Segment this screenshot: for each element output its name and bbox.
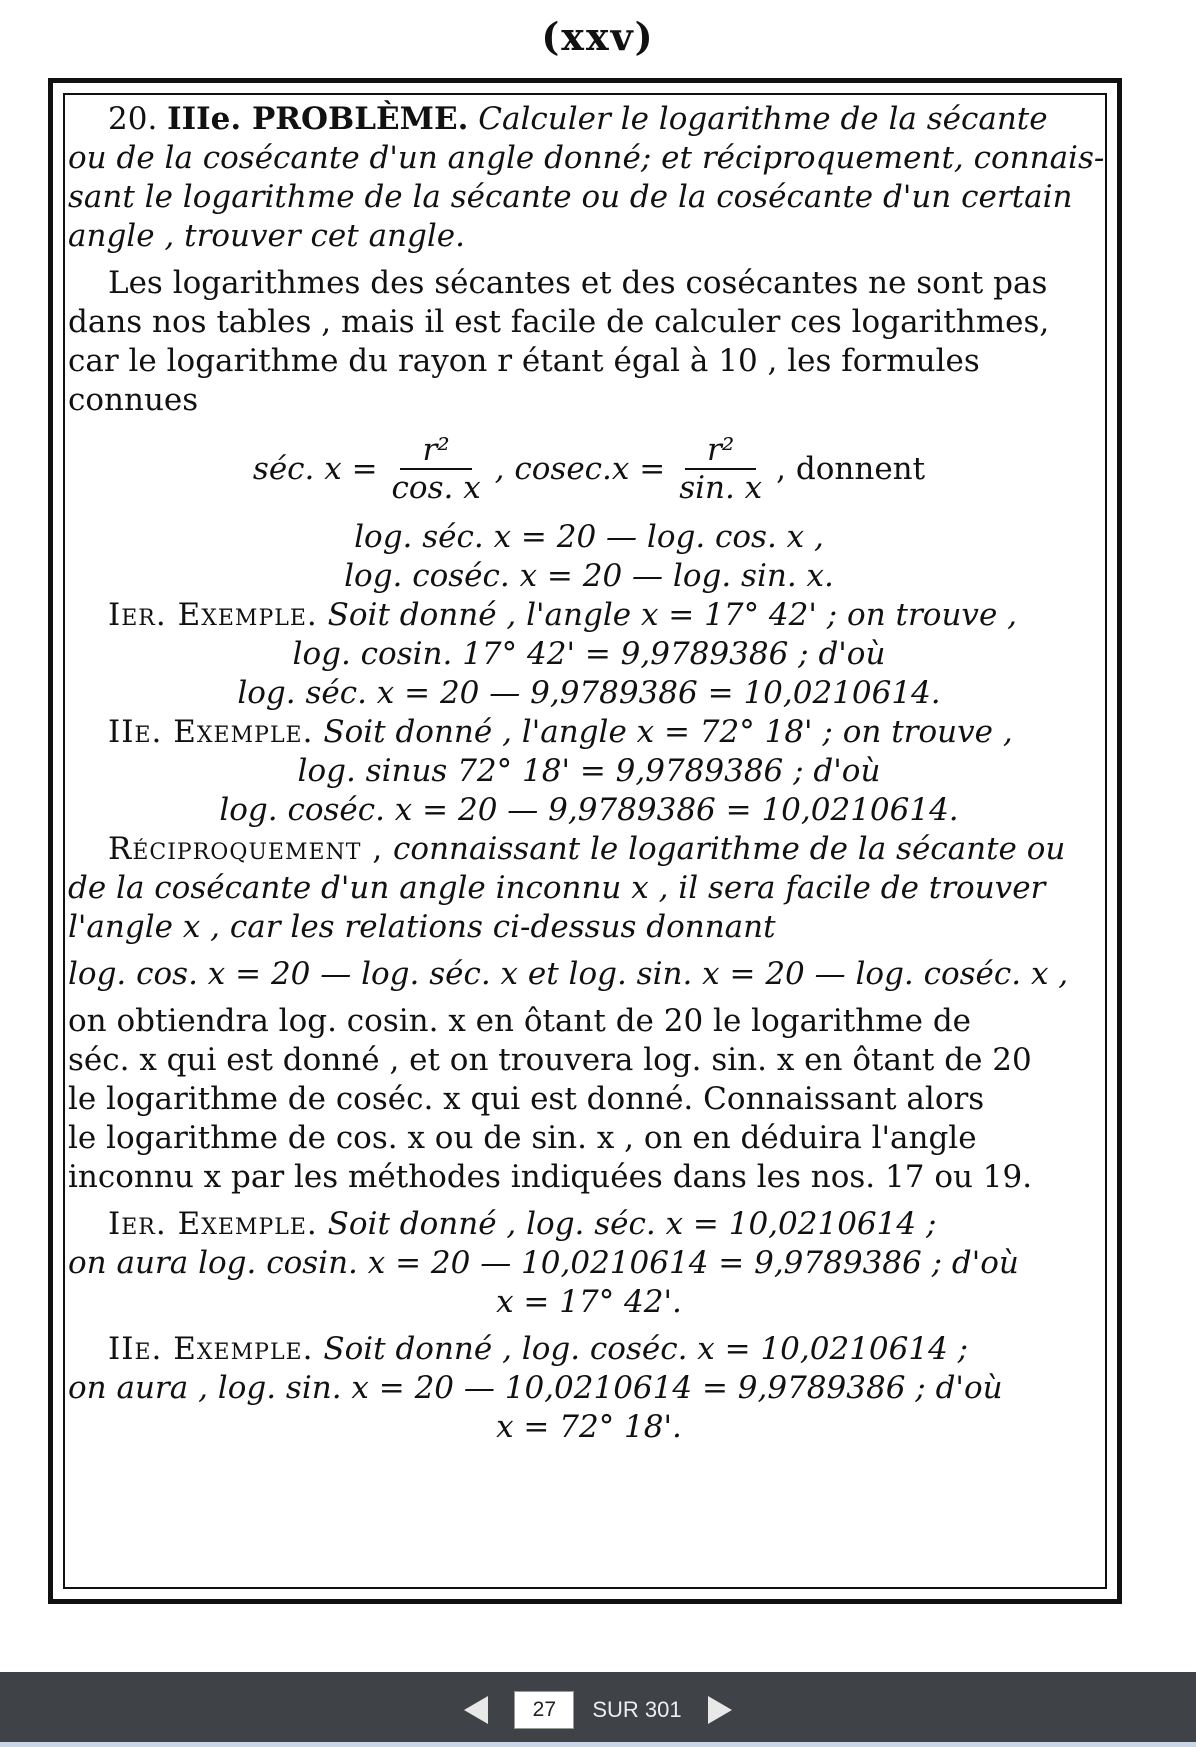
- example-4-text: Soit donné , log. coséc. x = 10,0210614 ;: [323, 1331, 969, 1367]
- example-3-heading: [68, 1205, 1110, 1244]
- example-1-line-1: log. cosin. 17° 42' = 9,9789386 ; d'où: [292, 636, 886, 672]
- example-4-label: IIe. Exemple.: [108, 1331, 314, 1367]
- reciprocal-heading: [68, 830, 1110, 869]
- sec-fraction: [392, 432, 481, 506]
- bottom-strip: [0, 1742, 1196, 1747]
- example-1-heading: [68, 596, 1110, 635]
- log-formula-1: log. séc. x = 20 — log. cos. x ,: [354, 519, 824, 555]
- example-4-line-1: on aura , log. sin. x = 20 — 10,0210614 = 9,9789386 ; d'où: [68, 1370, 1003, 1406]
- method-line-2: séc. x qui est donné , et on trouvera log. sin. x en ôtant de 20: [68, 1042, 1032, 1078]
- method-line-4: le logarithme de cos. x ou de sin. x , on en déduira l'angle: [68, 1120, 977, 1156]
- example-1-label: Ier. Exemple.: [108, 597, 318, 633]
- intro-line-1: Les logarithmes des sécantes et des cosécantes ne sont pas: [108, 265, 1048, 301]
- sec-denominator: cos. x: [391, 470, 481, 506]
- method-line-5: inconnu x par les méthodes indiquées dans les nos. 17 ou 19.: [68, 1159, 1033, 1195]
- problem-statement-4: angle , trouver cet angle.: [68, 218, 465, 254]
- example-2-label: IIe. Exemple.: [108, 714, 314, 750]
- page-text: [68, 100, 1110, 1447]
- cosec-numerator: r²: [685, 432, 756, 470]
- triangle-left-icon: [464, 1696, 488, 1724]
- cosec-denominator: sin. x: [679, 470, 763, 506]
- reciprocal-line-3: l'angle x , car les relations ci-dessus donnant: [68, 909, 776, 945]
- problem-label: IIIe. PROBLÈME.: [167, 101, 469, 137]
- example-4-heading: [68, 1330, 1110, 1369]
- example-2-line-1: log. sinus 72° 18' = 9,9789386 ; d'où: [297, 753, 881, 789]
- cosec-left: , cosec.x =: [494, 450, 666, 487]
- example-2-text: Soit donné , l'angle x = 72° 18' ; on trouve ,: [323, 714, 1013, 750]
- previous-page-button[interactable]: [456, 1690, 496, 1730]
- example-2-line-2: log. coséc. x = 20 — 9,9789386 = 10,0210614.: [219, 792, 959, 828]
- reciprocal-line-2: de la cosécante d'un angle inconnu x , il sera facile de trouver: [68, 870, 1046, 906]
- next-page-button[interactable]: [700, 1690, 740, 1730]
- example-1-line-2: log. séc. x = 20 — 9,9789386 = 10,0210614.: [237, 675, 941, 711]
- example-1-text: Soit donné , l'angle x = 17° 42' ; on trouve ,: [327, 597, 1017, 633]
- method-line-1: on obtiendra log. cosin. x en ôtant de 20 le logarithme de: [68, 1003, 972, 1039]
- example-4-line-2: x = 72° 18'.: [496, 1409, 682, 1445]
- problem-statement-3: sant le logarithme de la sécante ou de la cosécante d'un certain: [68, 179, 1073, 215]
- relation-line: log. cos. x = 20 — log. séc. x et log. sin. x = 20 — log. coséc. x ,: [68, 956, 1069, 992]
- cosec-fraction: [679, 432, 762, 506]
- formula-tail: , donnent: [776, 450, 926, 487]
- method-line-3: le logarithme de coséc. x qui est donné. Connaissant alors: [68, 1081, 985, 1117]
- log-formula-2: log. coséc. x = 20 — log. sin. x.: [344, 558, 834, 594]
- page-total-label: SUR 301: [592, 1696, 682, 1722]
- intro-line-2: dans nos tables , mais il est facile de calculer ces logarithmes,: [68, 304, 1050, 340]
- example-3-label: Ier. Exemple.: [108, 1206, 318, 1242]
- page-navigation-bar: [0, 1672, 1196, 1747]
- example-3-text: Soit donné , log. séc. x = 10,0210614 ;: [327, 1206, 937, 1242]
- page-number-input[interactable]: [514, 1691, 574, 1729]
- intro-line-3: car le logarithme du rayon r étant égal à 10 , les formules: [68, 343, 980, 379]
- problem-number: 20.: [108, 101, 158, 137]
- sec-left: séc. x =: [252, 450, 378, 487]
- reciprocal-line-1: connaissant le logarithme de la sécante ou: [393, 831, 1066, 867]
- page-header: (xxv): [541, 14, 655, 59]
- example-2-heading: [68, 713, 1110, 752]
- problem-heading: [68, 100, 1110, 139]
- problem-statement-1: Calculer le logarithme de la sécante: [478, 101, 1048, 137]
- secant-formula: [68, 424, 1110, 514]
- reciprocal-label: Réciproquement ,: [108, 831, 384, 867]
- triangle-right-icon: [708, 1696, 732, 1724]
- example-3-line-2: x = 17° 42'.: [496, 1284, 682, 1320]
- intro-line-4: connues: [68, 382, 199, 418]
- problem-statement-2: ou de la cosécante d'un angle donné; et réciproquement, connais-: [68, 140, 1105, 176]
- sec-numerator: r²: [400, 432, 471, 470]
- example-3-line-1: on aura log. cosin. x = 20 — 10,0210614 = 9,9789386 ; d'où: [68, 1245, 1019, 1281]
